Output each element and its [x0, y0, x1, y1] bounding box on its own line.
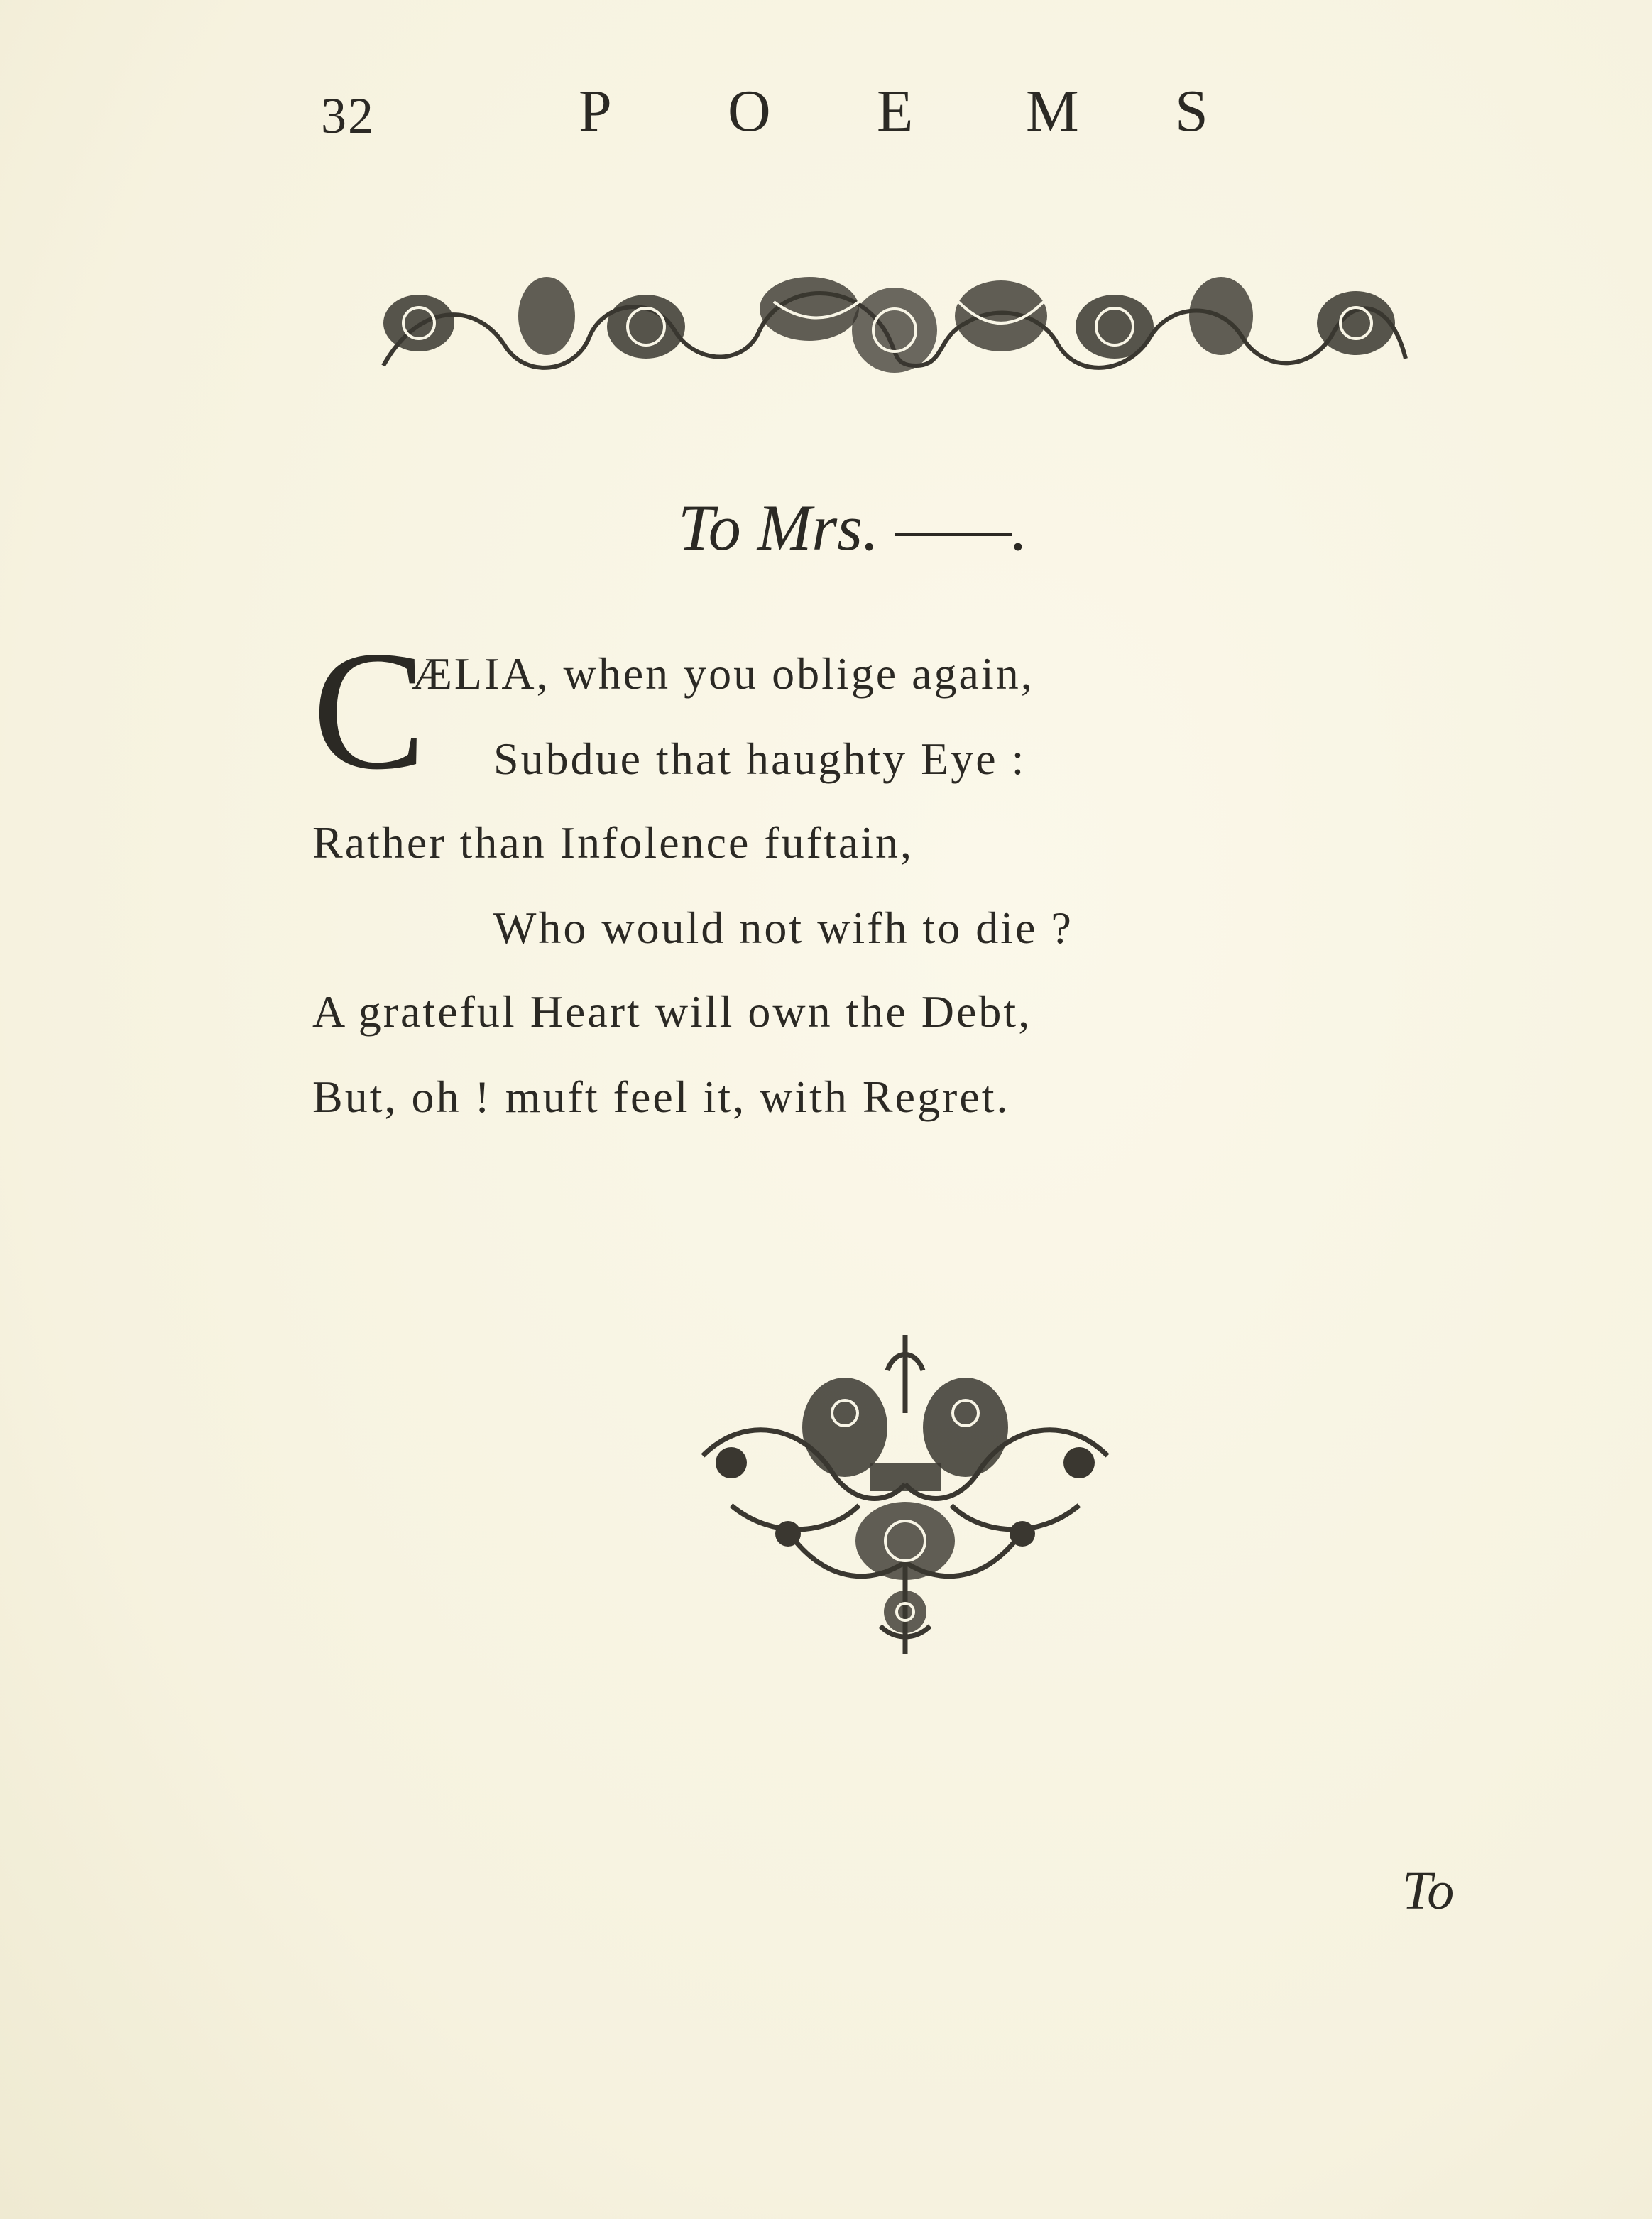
poem-line: Who would not wifh to die ? — [493, 903, 1073, 953]
poem-line: Subdue that haughty Eye : — [493, 734, 1027, 784]
running-head-letter: P — [579, 78, 612, 144]
page-number: 32 — [321, 87, 375, 144]
poem-title: To Mrs. ——. — [678, 491, 1028, 564]
running-head-letter: O — [728, 78, 771, 144]
drop-cap: C — [312, 616, 427, 805]
cherub-tailpiece-ornament — [689, 1328, 1122, 1662]
running-head-letter: E — [877, 78, 914, 144]
floral-headpiece-ornament — [376, 259, 1413, 387]
poem-line: Rather than Infolence fuftain, — [312, 817, 914, 868]
running-head-letter: S — [1175, 78, 1208, 144]
poem-line: ÆLIA, when you oblige again, — [412, 648, 1034, 699]
poem-line: A grateful Heart will own the Debt, — [312, 986, 1032, 1037]
running-head-letter: M — [1026, 78, 1079, 144]
catchword: To — [1402, 1861, 1455, 1921]
poem-line: But, oh ! muft feel it, with Regret. — [312, 1072, 1010, 1122]
running-head — [579, 77, 1324, 146]
